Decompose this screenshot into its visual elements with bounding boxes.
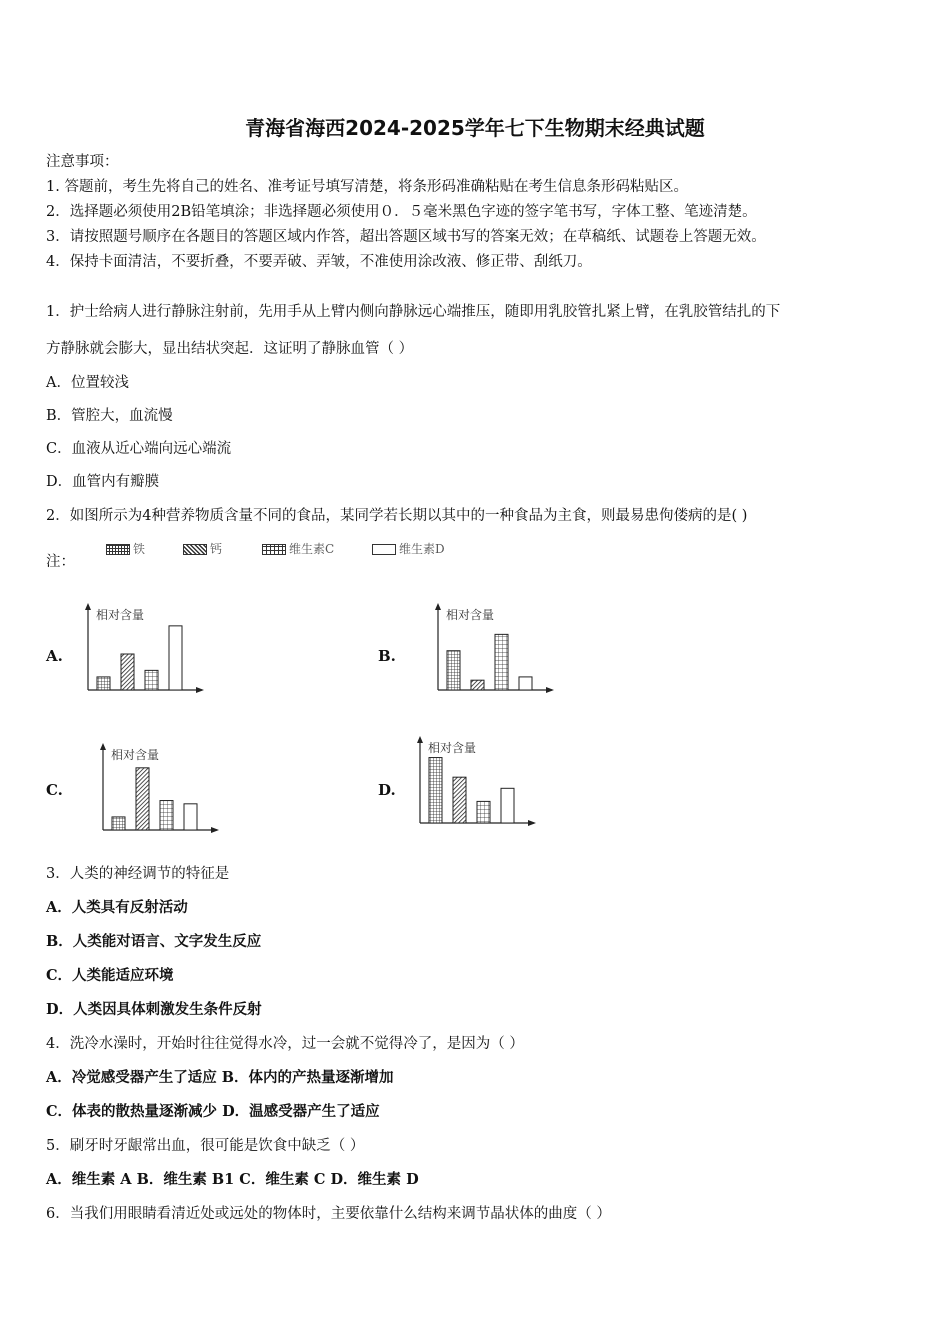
legend-text: 维生素D — [399, 542, 445, 556]
q3-stem: 3．人类的神经调节的特征是 — [46, 866, 230, 882]
bar-iron — [97, 677, 110, 690]
legend-text: 钙 — [210, 542, 223, 556]
legend-vitamin-d — [372, 540, 445, 556]
legend-vitamin-c — [262, 540, 334, 556]
notice-heading: 注意事项： — [46, 154, 119, 170]
bar-vitamin-c — [477, 801, 490, 823]
y-axis-arrow — [100, 743, 106, 750]
bar-iron — [447, 651, 460, 690]
notice-item: 1. 答题前，考生先将自己的姓名、准考证号填写清楚，将条形码准确粘贴在考生信息条形码粘贴区。 — [46, 179, 688, 195]
bar-calcium — [121, 654, 134, 690]
legend-swatch-calcium — [183, 544, 207, 555]
q5-stem: 5．刷牙时牙龈常出血，很可能是饮食中缺乏（ ） — [46, 1138, 365, 1154]
bar-chart-d — [412, 733, 542, 833]
chart-option-c-label: C. — [46, 781, 63, 799]
bar-vitamin-c — [160, 801, 173, 830]
q1-option-b: B．管腔大，血流慢 — [46, 408, 173, 424]
bar-vitamin-d — [519, 677, 532, 690]
bar-chart-a — [80, 600, 210, 700]
legend-text: 维生素C — [289, 542, 335, 556]
bar-calcium — [471, 680, 484, 690]
y-axis-label: 相对含量 — [446, 608, 495, 622]
q4-stem: 4．洗冷水澡时，开始时往往觉得水冷，过一会就不觉得冷了，是因为（ ） — [46, 1036, 524, 1052]
legend-text: 铁 — [133, 542, 146, 556]
notice-item: 3．请按照题号顺序在各题目的答题区域内作答，超出答题区域书写的答案无效；在草稿纸、试题卷上答题无效。 — [46, 229, 766, 245]
chart-option-a-label: A. — [46, 647, 63, 665]
q1-option-c: C．血液从近心端向远心端流 — [46, 441, 232, 457]
q3-option-a: A．人类具有反射活动 — [46, 899, 188, 916]
legend-swatch-iron — [106, 544, 130, 555]
y-axis-arrow — [417, 736, 423, 743]
legend-swatch-vitamin-c — [262, 544, 286, 555]
bar-vitamin-d — [184, 804, 197, 830]
q3-option-d: D．人类因具体刺激发生条件反射 — [46, 1001, 262, 1018]
bar-calcium — [453, 777, 466, 823]
y-axis-label: 相对含量 — [96, 608, 145, 622]
bar-vitamin-c — [145, 670, 158, 690]
legend-swatch-vitamin-d — [372, 544, 396, 555]
y-axis-arrow — [435, 603, 441, 610]
chart-option-d-label: D. — [378, 781, 396, 799]
page-title: 青海省海西2024-2025学年七下生物期末经典试题 — [245, 116, 705, 140]
q1-option-d: D．血管内有瓣膜 — [46, 474, 160, 490]
q3-option-b: B．人类能对语言、文字发生反应 — [46, 933, 262, 950]
q4-options-row: C．体表的散热量逐渐减少 D．温感受器产生了适应 — [46, 1103, 380, 1120]
x-axis-arrow — [211, 827, 219, 833]
q1-option-a: A．位置较浅 — [46, 375, 129, 391]
bar-iron — [112, 817, 125, 830]
x-axis-arrow — [546, 687, 554, 693]
bar-vitamin-d — [169, 626, 182, 690]
bar-chart-b — [430, 600, 560, 700]
bar-chart-c — [95, 740, 225, 840]
bar-calcium — [136, 768, 149, 830]
notice-item: 4．保持卡面清洁，不要折叠，不要弄破、弄皱，不准使用涂改液、修正带、刮纸刀。 — [46, 254, 592, 270]
x-axis-arrow — [528, 820, 536, 826]
q1-stem: 1．护士给病人进行静脉注射前，先用手从上臂内侧向静脉远心端推压，随即用乳胶管扎紧上臂，在乳胶管结扎的下 — [46, 304, 781, 320]
chart-option-b-label: B. — [378, 647, 396, 665]
q2-note-label: 注： — [46, 554, 75, 570]
bar-vitamin-d — [501, 788, 514, 823]
y-axis-label: 相对含量 — [428, 741, 477, 755]
y-axis-label: 相对含量 — [111, 748, 160, 762]
x-axis-arrow — [196, 687, 204, 693]
bar-vitamin-c — [495, 634, 508, 690]
q3-option-c: C．人类能适应环境 — [46, 967, 174, 984]
notice-item: 2．选择题必须使用2B铅笔填涂；非选择题必须使用０．５毫米黑色字迹的签字笔书写，字体工整、笔迹清楚。 — [46, 204, 757, 220]
y-axis-arrow — [85, 603, 91, 610]
legend-calcium — [183, 540, 222, 556]
q4-options-row: A．冷觉感受器产生了适应 B．体内的产热量逐渐增加 — [46, 1069, 394, 1086]
q2-stem: 2．如图所示为4种营养物质含量不同的食品，某同学若长期以其中的一种食品为主食，则最易患佝偻病的是( ) — [46, 508, 748, 524]
bar-iron — [429, 758, 442, 823]
q6-stem: 6．当我们用眼睛看清近处或远处的物体时，主要依靠什么结构来调节晶状体的曲度（ ） — [46, 1206, 611, 1222]
legend-iron — [106, 540, 145, 556]
q1-stem: 方静脉就会膨大，显出结状突起．这证明了静脉血管（ ） — [46, 341, 414, 357]
q5-options-row: A．维生素 A B．维生素 B1 C．维生素 C D．维生素 D — [46, 1171, 419, 1188]
